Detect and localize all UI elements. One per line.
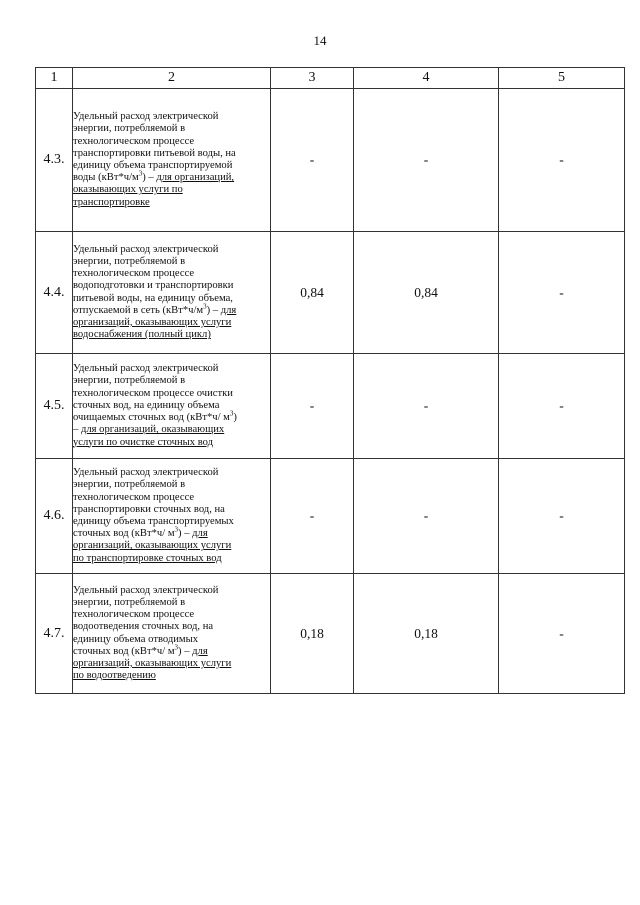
table-row <box>36 354 625 459</box>
description-line: водоподготовки и транспортировки <box>73 280 234 292</box>
table-row <box>36 232 625 354</box>
description-line: энергии, потребляемой в <box>73 123 186 135</box>
value-col-4: 0,84 <box>354 232 499 354</box>
underlined-line: водоснабжения (полный цикл) <box>73 329 211 341</box>
underlined-text: для <box>192 528 208 540</box>
unit-superscript: 3 <box>174 525 179 534</box>
table-row <box>36 459 625 574</box>
value-col-4: - <box>354 354 499 459</box>
description-line: водоотведения сточных вод, на <box>73 621 214 633</box>
unit-superscript: 3 <box>203 302 207 311</box>
description-unit-line <box>73 169 270 184</box>
column-header: 1 <box>36 68 73 89</box>
row-number: 4.5. <box>36 354 73 459</box>
description-line <box>73 424 270 436</box>
underlined-line: услуги по очистке сточных вод <box>73 436 214 448</box>
description-unit-line <box>73 409 270 424</box>
value-col-5: - <box>499 89 625 232</box>
row-description <box>73 232 271 354</box>
value-col-3: 0,18 <box>271 574 354 694</box>
description-line: технологическом процессе <box>73 135 195 147</box>
underlined-line: организаций, оказывающих услуги <box>73 316 232 328</box>
unit-close: ) – <box>142 172 157 184</box>
table-row <box>36 574 625 694</box>
row-description <box>73 354 271 459</box>
unit-close: ) – <box>206 304 221 316</box>
page-number: 14 <box>313 33 327 48</box>
description-line: сточных вод, на единицу объема <box>73 399 220 411</box>
row-description <box>73 459 271 574</box>
description-line: единицу объема отводимых <box>73 633 199 645</box>
value-col-3: - <box>271 354 354 459</box>
unit-close: ) – <box>178 528 193 540</box>
row-number: 4.6. <box>36 459 73 574</box>
underlined-text: для <box>192 645 208 657</box>
underlined-line: организаций, оказывающих услуги <box>73 657 232 669</box>
row-description <box>73 574 271 694</box>
value-col-3: - <box>271 459 354 574</box>
underlined-line: по транспортировке сточных вод <box>73 552 222 564</box>
value-col-5: - <box>499 459 625 574</box>
unit-text: сточных вод (кВт*ч/ м <box>73 645 175 657</box>
unit-close: ) – <box>178 645 193 657</box>
dash-text: – <box>73 424 81 436</box>
description-line: энергии, потребляемой в <box>73 479 186 491</box>
description-line: единицу объема транспортируемой <box>73 160 233 171</box>
unit-text: отпускаемой в сеть (кВт*ч/м <box>73 304 204 316</box>
value-col-5: - <box>499 574 625 694</box>
description-line: питьевой воды, на единицу объема, <box>73 292 233 304</box>
description-line: транспортировки питьевой воды, на <box>73 147 236 159</box>
underlined-line: транспортировке <box>73 196 150 208</box>
underlined-text: для организаций, оказывающих <box>80 424 225 436</box>
column-header: 3 <box>271 68 354 89</box>
value-col-3: 0,84 <box>271 232 354 354</box>
row-description <box>73 89 271 232</box>
value-col-4: 0,18 <box>354 574 499 694</box>
row-number: 4.4. <box>36 232 73 354</box>
unit-superscript: 3 <box>138 169 143 178</box>
column-header: 4 <box>354 68 499 89</box>
description-line: Удельный расход электрической <box>73 467 219 479</box>
underlined-line: организаций, оказывающих услуги <box>73 540 232 552</box>
description-unit-line <box>73 302 270 317</box>
description-line: транспортировки сточных вод, на <box>73 503 225 515</box>
row-number: 4.7. <box>36 574 73 694</box>
description-line: Удельный расход электрической <box>73 111 219 123</box>
indicators-table <box>35 67 625 694</box>
description-line: энергии, потребляемой в <box>73 255 186 267</box>
description-unit-line <box>73 525 270 540</box>
value-col-5: - <box>499 232 625 354</box>
description-line: технологическом процессе очистки <box>73 387 233 399</box>
unit-superscript: 3 <box>229 409 234 418</box>
unit-close: ) <box>233 412 237 424</box>
description-line: энергии, потребляемой в <box>73 375 186 387</box>
unit-text: очищаемых сточных вод (кВт*ч/ м <box>73 412 230 424</box>
description-line: единицу объема транспортируемых <box>73 516 234 527</box>
description-line: Удельный расход электрической <box>73 584 219 596</box>
description-unit-line <box>73 643 270 658</box>
description-line: технологическом процессе <box>73 268 195 280</box>
underlined-text: для организаций, <box>156 172 235 184</box>
description-line: технологическом процессе <box>73 491 195 503</box>
column-header: 2 <box>73 68 271 89</box>
underlined-line: оказывающих услуги по <box>73 184 183 196</box>
description-line: технологическом процессе <box>73 609 195 621</box>
unit-text: воды (кВт*ч/м <box>73 172 139 184</box>
value-col-3: - <box>271 89 354 232</box>
description-line: энергии, потребляемой в <box>73 596 186 608</box>
column-header: 5 <box>499 68 625 89</box>
unit-superscript: 3 <box>174 643 179 652</box>
underlined-line: по водоотведению <box>73 670 156 682</box>
table-row <box>36 89 625 232</box>
value-col-4: - <box>354 459 499 574</box>
value-col-5: - <box>499 354 625 459</box>
unit-text: сточных вод (кВт*ч/ м <box>73 528 175 540</box>
underlined-text: для <box>220 304 237 316</box>
table-header-row <box>36 68 625 89</box>
description-line: Удельный расход электрической <box>73 243 219 255</box>
row-number: 4.3. <box>36 89 73 232</box>
description-line: Удельный расход электрической <box>73 363 219 375</box>
value-col-4: - <box>354 89 499 232</box>
